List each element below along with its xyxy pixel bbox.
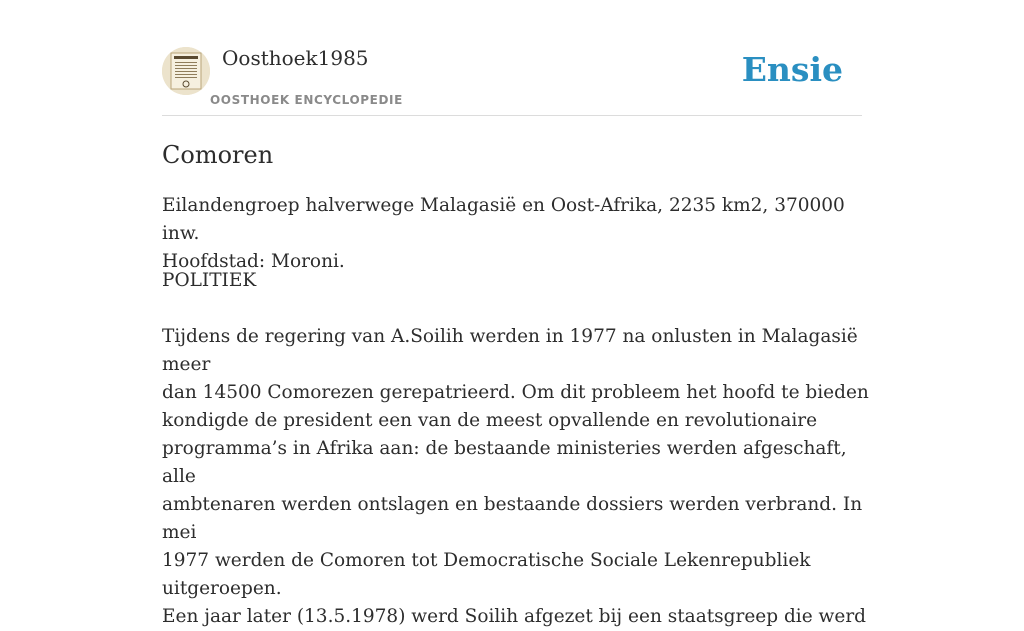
article-body: Tijdens de regering van A.Soilih werden in 1977 na onlusten in Malagasië meer dan 14500 Comorezen gerepatrieerd. Om dit probleem het hoofd te bieden kondigde de president een van de meest opvallende en revolutionaire programma’s in Afrika aan: de bestaande ministeries werden afgeschaft, alle ambtenaren werden ontslagen en bestaande dossiers werden verbrand. In mei 1977 werden de Comoren tot Democratische Sociale Lekenrepubliek uitgeroepen. Een jaar later (13.5.1978) werd Soilih afgezet bij een staatsgreep die werd (162, 326, 869, 627)
source-name-link[interactable]: Oosthoek1985 (222, 46, 369, 70)
article-title: Comoren (162, 141, 274, 169)
book-cover-icon (162, 47, 210, 95)
source-avatar[interactable] (162, 47, 210, 95)
brand-logo[interactable]: Ensie (741, 50, 843, 89)
article-intro: Eilandengroep halverwege Malagasië en Oost-Afrika, 2235 km2, 370000 inw. Hoofdstad: Moroni. (162, 195, 845, 272)
header (162, 45, 862, 116)
source-subtitle: OOSTHOEK ENCYCLOPEDIE (210, 93, 403, 107)
section-heading: POLITIEK (162, 270, 257, 291)
